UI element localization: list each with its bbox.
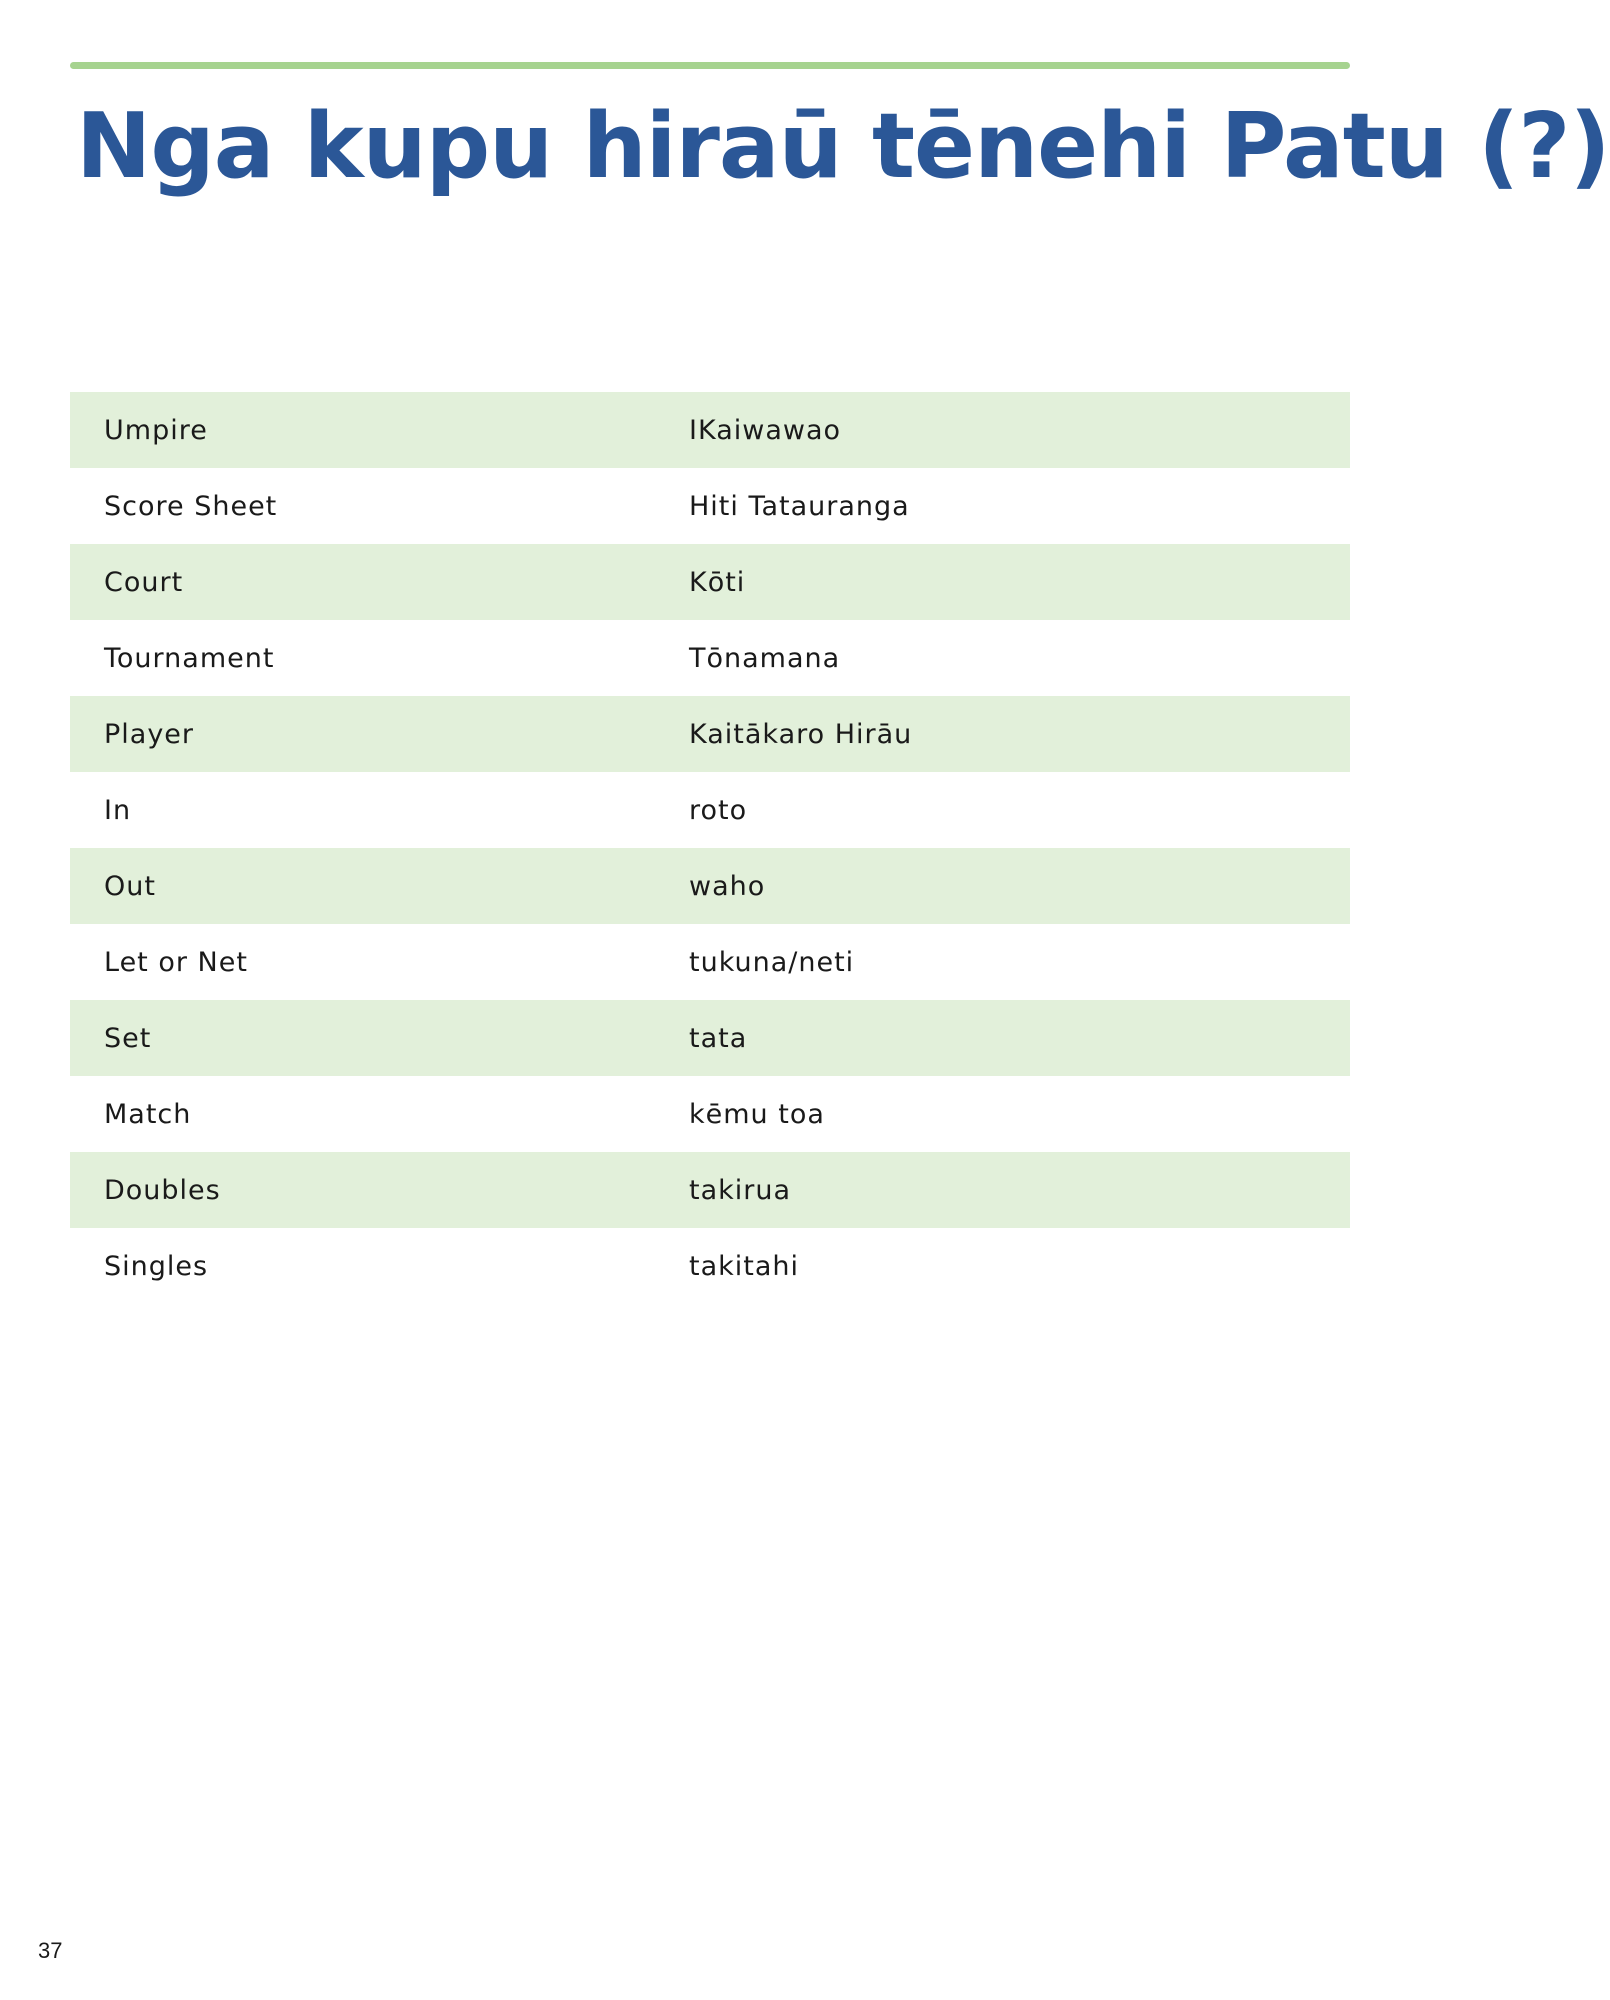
english-term: Match: [104, 1098, 192, 1130]
table-row: [70, 1152, 1350, 1228]
english-term: Doubles: [104, 1174, 221, 1206]
table-row: [70, 1000, 1350, 1076]
maori-term: takirua: [689, 1174, 792, 1206]
maori-term: Kaitākaro Hirāu: [689, 718, 913, 750]
english-term: Out: [104, 870, 156, 902]
english-term: Player: [104, 718, 195, 750]
maori-term: tata: [689, 1022, 748, 1054]
maori-term: roto: [689, 794, 748, 826]
english-term: Let or Net: [104, 946, 248, 978]
english-term: Court: [104, 566, 184, 598]
table-row: [70, 848, 1350, 924]
maori-term: waho: [689, 870, 766, 902]
page-title: Nga kupu hiraū tēnehi Patu (?): [76, 94, 1610, 199]
table-row: [70, 392, 1350, 468]
vocabulary-table: [70, 392, 1350, 1304]
table-row: [70, 1228, 1350, 1304]
table-row: [70, 544, 1350, 620]
maori-term: Kōti: [689, 566, 746, 598]
table-row: [70, 620, 1350, 696]
table-row: [70, 696, 1350, 772]
maori-term: Tōnamana: [689, 642, 841, 674]
maori-term: kēmu toa: [689, 1098, 825, 1130]
table-row: [70, 468, 1350, 544]
english-term: Singles: [104, 1250, 209, 1282]
english-term: Set: [104, 1022, 152, 1054]
english-term: Score Sheet: [104, 490, 278, 522]
maori-term: tukuna/neti: [689, 946, 855, 978]
maori-term: takitahi: [689, 1250, 800, 1282]
maori-term: Hiti Tatauranga: [689, 490, 910, 522]
table-row: [70, 772, 1350, 848]
page-number: 37: [38, 1938, 63, 1963]
table-row: [70, 1076, 1350, 1152]
table-row: [70, 924, 1350, 1000]
maori-term: IKaiwawao: [689, 414, 842, 446]
english-term: Tournament: [104, 642, 275, 674]
english-term: Umpire: [104, 414, 208, 446]
english-term: In: [104, 794, 132, 826]
top-divider: [70, 62, 1350, 69]
